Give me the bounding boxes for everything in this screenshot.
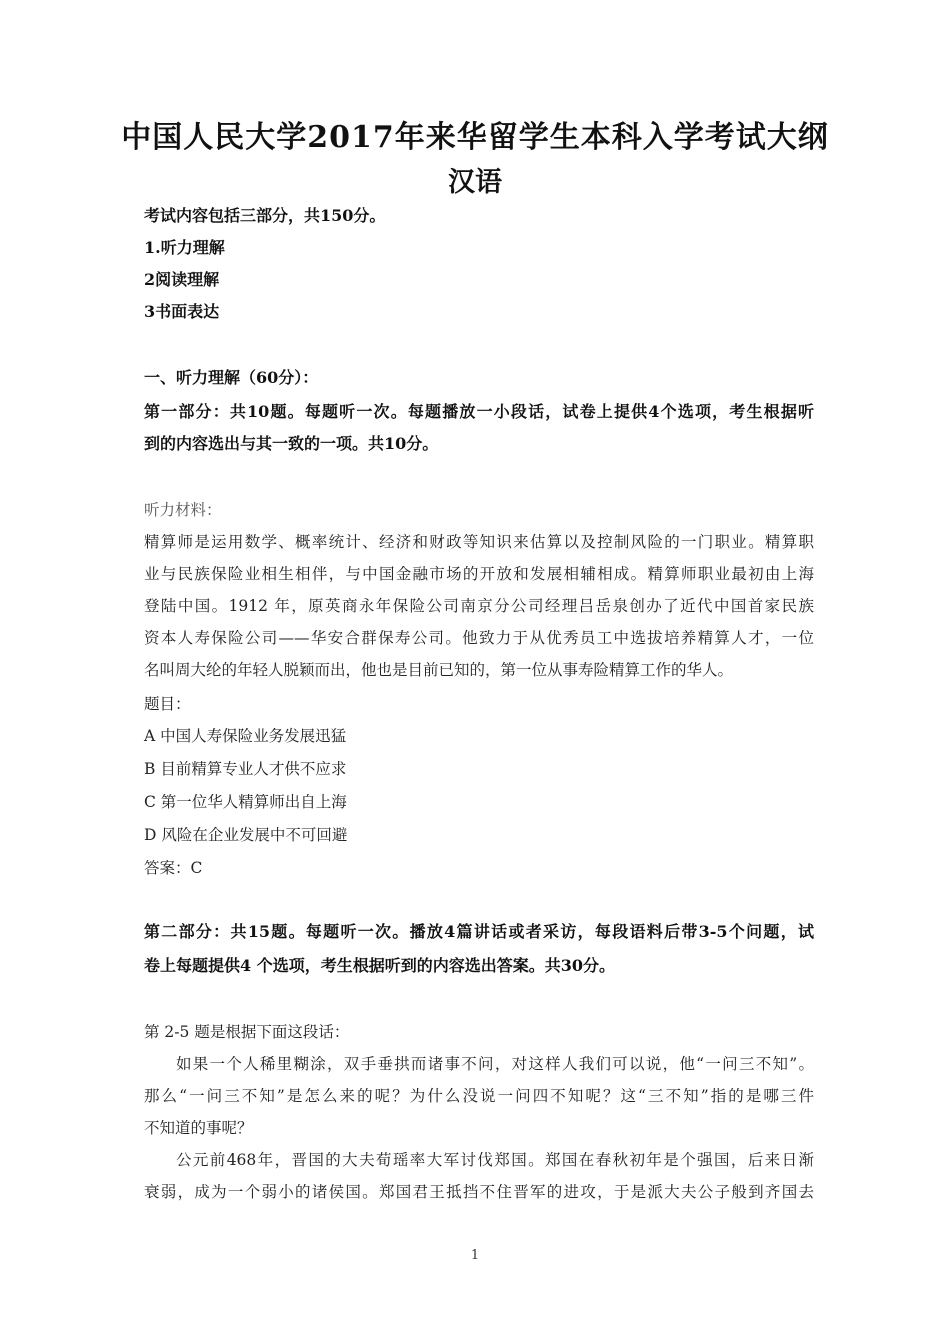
answer-line: 答案：C	[144, 859, 203, 877]
part1-description: 到的内容选出与其一致的一项。共10分。	[144, 434, 439, 453]
passage-line: 衰弱，成为一个弱小的诸侯国。郑国君王抵挡不住晋军的进攻，于是派大夫公子般到齐国去	[144, 1183, 814, 1201]
option-b: B 目前精算专业人才供不应求	[144, 760, 347, 778]
option-d: D 风险在企业发展中不可回避	[144, 826, 348, 844]
section-heading: 一、听力理解（60分）：	[144, 368, 319, 387]
part2-description: 卷上每题提供4 个选项，考生根据听到的内容选出答案。共30分。	[144, 956, 615, 975]
part-item: 1.听力理解	[144, 238, 225, 257]
option-c: C 第一位华人精算师出自上海	[144, 793, 347, 811]
material-line: 业与民族保险业相生相伴，与中国金融市场的开放和发展相辅相成。精算师职业最初由上海	[144, 565, 814, 583]
material-line: 资本人寿保险公司——华安合群保寿公司。他致力于从优秀员工中选拔培养精算人才，一位	[144, 629, 814, 647]
passage-line: 如果一个人稀里糊涂，双手垂拱而诸事不问，对这样人我们可以说，他“一问三不知”。	[176, 1055, 814, 1073]
passage-line: 那么“一问三不知”是怎么来的呢？为什么没说一问四不知呢？这“三不知”指的是哪三件	[144, 1087, 814, 1105]
part-item: 2阅读理解	[144, 270, 220, 289]
material-line: 名叫周大纶的年轻人脱颖而出，他也是目前已知的，第一位从事寿险精算工作的华人。	[144, 661, 734, 679]
question-label: 题目：	[144, 695, 191, 713]
material-label: 听力材料：	[144, 501, 222, 519]
passage-line: 公元前468年，晋国的大夫荀瑶率大军讨伐郑国。郑国在春秋初年是个强国，后来日渐	[176, 1151, 814, 1169]
material-line: 精算师是运用数学、概率统计、经济和财政等知识来估算以及控制风险的一门职业。精算职	[144, 533, 814, 551]
part2-description: 第二部分：共15题。每题听一次。播放4篇讲话或者采访，每段语料后带3-5个问题，试	[144, 922, 814, 941]
document-title: 中国人民大学2017年来华留学生本科入学考试大纲	[121, 120, 829, 155]
document-subtitle: 汉语	[448, 167, 502, 198]
part-item: 3书面表达	[144, 302, 220, 321]
part1-description: 第一部分：共10题。每题听一次。每题播放一小段话，试卷上提供4个选项，考生根据听	[144, 402, 814, 421]
intro-line: 考试内容包括三部分，共150分。	[144, 206, 386, 225]
passage-label: 第 2-5 题是根据下面这段话：	[144, 1023, 350, 1041]
page-number: 1	[470, 1248, 480, 1263]
passage-line: 不知道的事呢？	[144, 1119, 253, 1137]
material-line: 登陆中国。1912 年，原英商永年保险公司南京分公司经理吕岳泉创办了近代中国首家民族	[144, 597, 814, 615]
option-a: A 中国人寿保险业务发展迅猛	[144, 727, 347, 745]
